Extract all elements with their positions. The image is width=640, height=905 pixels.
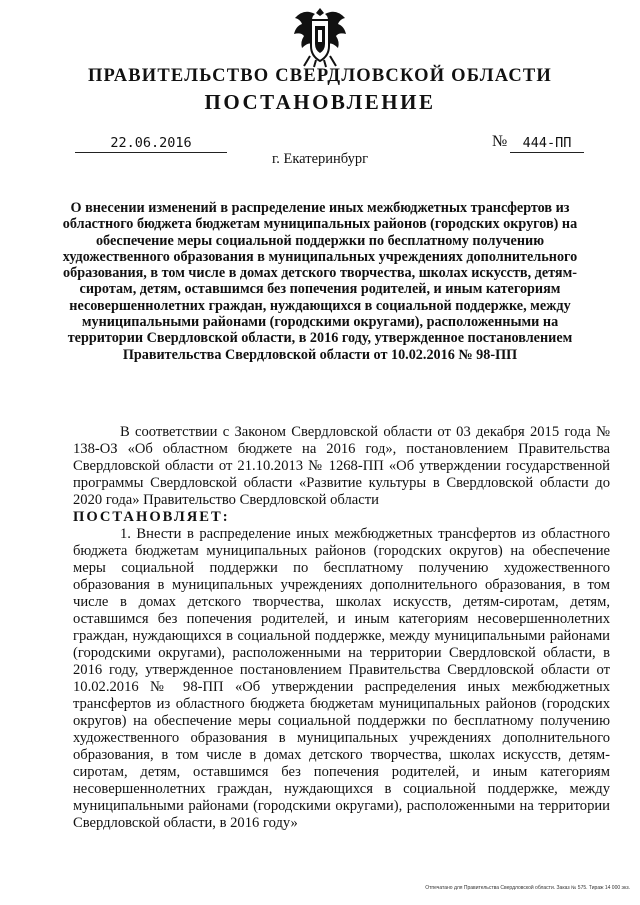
number-label: № bbox=[492, 133, 508, 150]
preamble-paragraph: В соответствии с Законом Свердловской области от 03 декабря 2015 года № 138-ОЗ «Об областном бюджете на 2016 год», постановлением Правительства Свердловской области от 21.10.2013 № 1268-ПП «Об утверждении государственной программы Свердловской области «Развитие культуры в Свердловской области до 2020 года» Правительство Свердловской области bbox=[73, 424, 610, 508]
document-number: 444-ПП bbox=[510, 135, 584, 153]
document-body bbox=[73, 424, 610, 832]
document-title: О внесении изменений в распределение иных межбюджетных трансфертов из областного бюджета бюджетам муниципальных районов (городских округов) на обеспечение меры социальной поддержки по бесплатному получению художественного образования в муниципальных учреждениях дополнительного образования, в том числе в домах детского творчества, школах искусств, детям-сиротам, детям, оставшимся без попечения родителей, и иным категориям несовершеннолетних граждан, нуждающихся в социальной поддержке, между муниципальными районами (городскими округами), расположенными на территории Свердловской области, в 2016 году, утвержденное постановлением Правительства Свердловской области от 10.02.2016 № 98-ПП bbox=[62, 200, 578, 363]
city: г. Екатеринбург bbox=[271, 151, 369, 167]
document-date: 22.06.2016 bbox=[75, 135, 227, 153]
print-footer: Отпечатано для Правительства Свердловской области. Заказ № 575. Тираж 14 000 экз. bbox=[425, 885, 630, 891]
item-1-paragraph: 1. Внести в распределение иных межбюджетных трансфертов из областного бюджета бюджетам муниципальных районов (городских округов) на обеспечение меры социальной поддержки по бесплатному получению художественного образования в муниципальных учреждениях дополнительного образования, в том числе в домах детского творчества, школах искусств, детям-сиротам, детям, оставшимся без попечения родителей, и иным категориям несовершеннолетних граждан, нуждающихся в социальной поддержке, между муниципальными районами (городскими округами), расположенными на территории Свердловской области, в 2016 году, утвержденное постановлением Правительства Свердловской области от 10.02.2016 № 98-ПП «Об утверждении распределения иных межбюджетных трансфертов из областного бюджета бюджетам муниципальных районов (городских округов) на обеспечение меры социальной поддержки по бесплатному получению художественного образования в муниципальных учреждениях дополнительного образования, в том числе в домах детского творчества, школах искусств, детям-сиротам, детям, оставшимся без попечения родителей, и иным категориям несовершеннолетних граждан, нуждающихся в социальной поддержке, между муниципальными районами (городскими округами), расположенными на территории Свердловской области, в 2016 году» bbox=[73, 526, 610, 831]
document-type: ПОСТАНОВЛЕНИЕ bbox=[204, 90, 436, 114]
coat-of-arms-emblem bbox=[290, 4, 350, 68]
decrees-heading: ПОСТАНОВЛЯЕТ: bbox=[73, 509, 230, 525]
government-name: ПРАВИТЕЛЬСТВО СВЕРДЛОВСКОЙ ОБЛАСТИ bbox=[87, 66, 553, 86]
